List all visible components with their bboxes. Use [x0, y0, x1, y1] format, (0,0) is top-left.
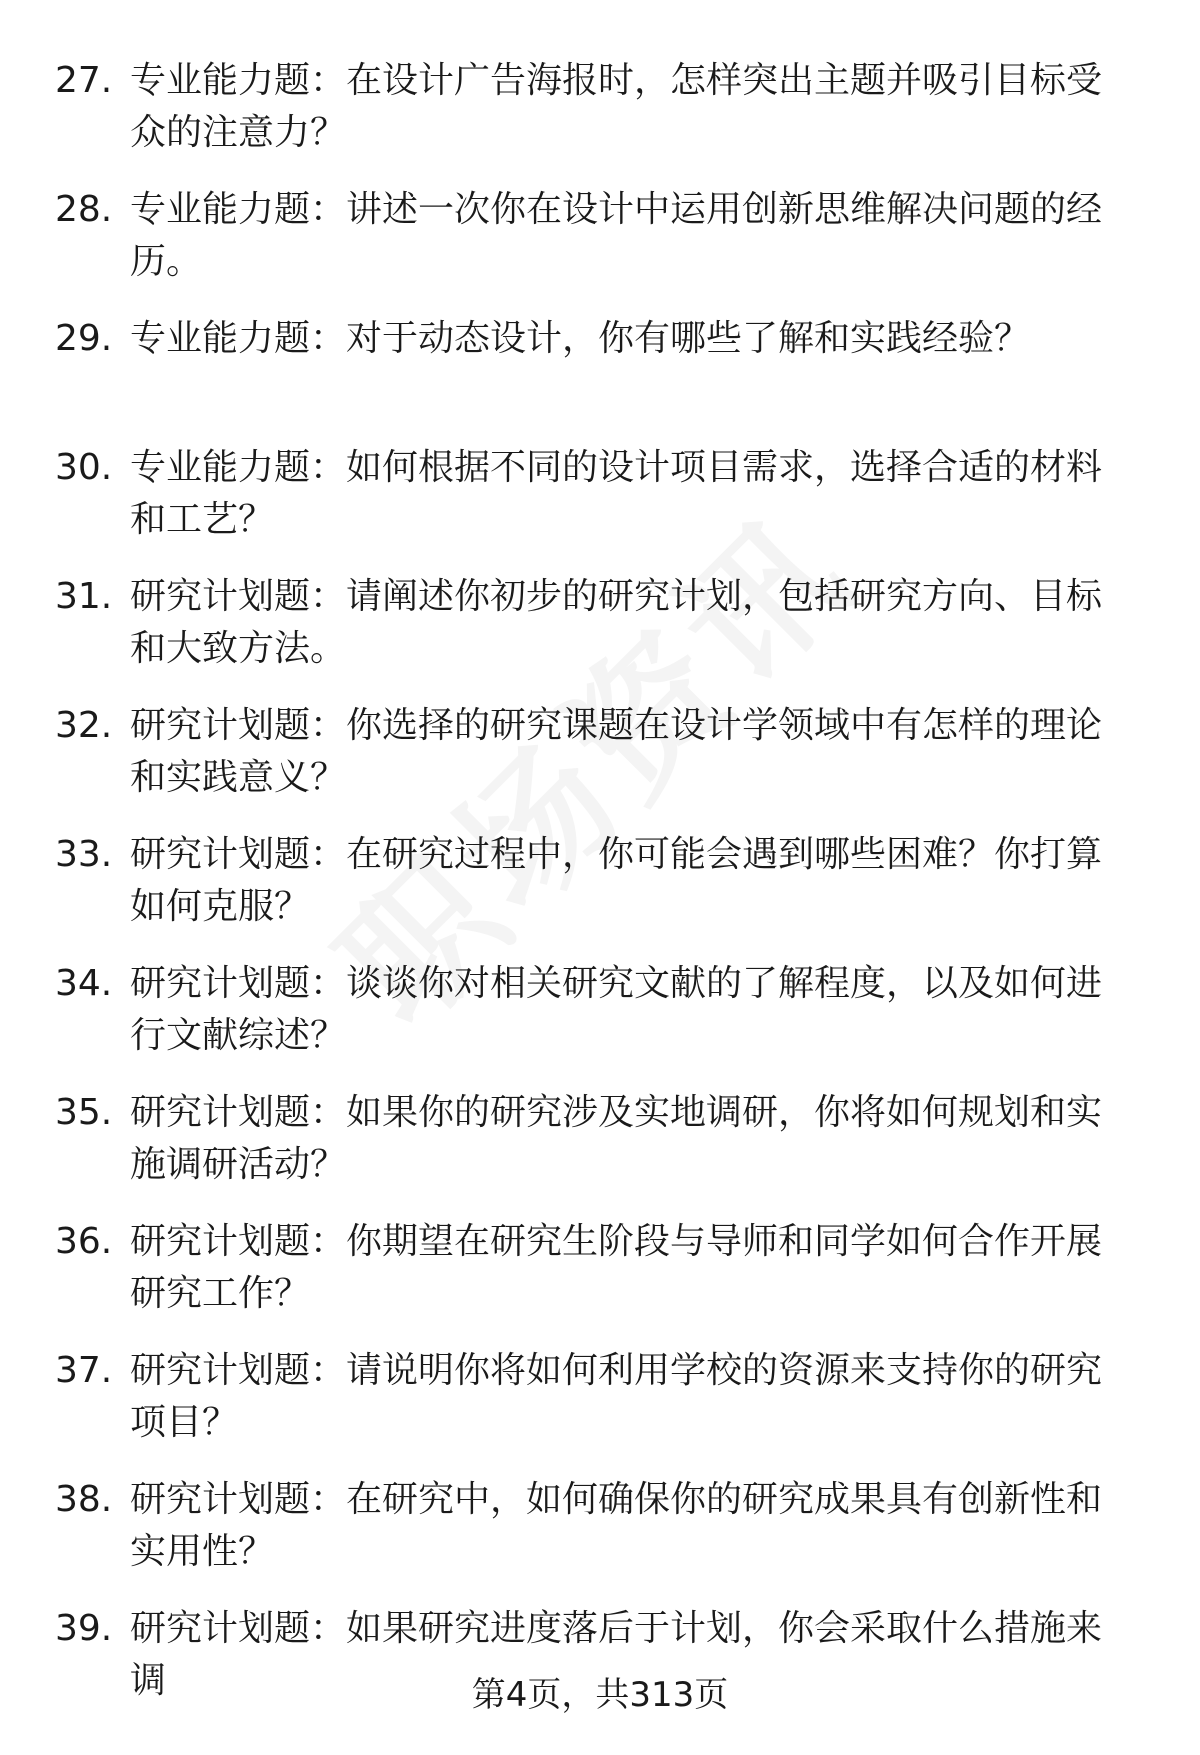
question-number: 39. [55, 1608, 113, 1649]
question-number: 35. [55, 1092, 113, 1133]
question-text: 研究计划题：谈谈你对相关研究文献的了解程度，以及如何进行文献综述？ [130, 963, 1103, 1056]
question-item [0, 700, 1200, 829]
question-number: 34. [55, 963, 113, 1004]
question-text: 研究计划题：如果研究进度落后于计划，你会采取什么措施来调 [130, 1608, 1103, 1701]
question-text: 研究计划题：请说明你将如何利用学校的资源来支持你的研究项目？ [130, 1350, 1103, 1443]
question-number: 30. [55, 447, 113, 488]
question-text: 专业能力题：如何根据不同的设计项目需求，选择合适的材料和工艺？ [130, 447, 1103, 540]
question-item [0, 184, 1200, 313]
question-number: 33. [55, 834, 113, 875]
question-list [0, 55, 1200, 1732]
question-text: 研究计划题：你选择的研究课题在设计学领域中有怎样的理论和实践意义？ [130, 705, 1103, 798]
question-item [0, 829, 1200, 958]
question-item [0, 1087, 1200, 1216]
question-number: 27. [55, 60, 113, 101]
question-text: 研究计划题：如果你的研究涉及实地调研，你将如何规划和实施调研活动？ [130, 1092, 1103, 1185]
question-number: 28. [55, 189, 113, 230]
question-text: 研究计划题：在研究中，如何确保你的研究成果具有创新性和实用性？ [130, 1479, 1103, 1572]
question-text: 专业能力题：讲述一次你在设计中运用创新思维解决问题的经历。 [130, 189, 1103, 282]
question-item [0, 958, 1200, 1087]
question-item [0, 313, 1200, 442]
question-text: 研究计划题：在研究过程中，你可能会遇到哪些困难？你打算如何克服？ [130, 834, 1103, 927]
page-number-footer: 第4页，共313页 [471, 1675, 729, 1715]
question-number: 31. [55, 576, 113, 617]
question-item [0, 55, 1200, 184]
question-item [0, 571, 1200, 700]
question-number: 36. [55, 1221, 113, 1262]
question-text: 研究计划题：请阐述你初步的研究计划，包括研究方向、目标和大致方法。 [130, 576, 1103, 669]
question-text: 专业能力题：在设计广告海报时，怎样突出主题并吸引目标受众的注意力？ [130, 60, 1103, 153]
question-number: 32. [55, 705, 113, 746]
question-item [0, 1474, 1200, 1603]
question-item [0, 1345, 1200, 1474]
question-text: 研究计划题：你期望在研究生阶段与导师和同学如何合作开展研究工作？ [130, 1221, 1103, 1314]
question-text: 专业能力题：对于动态设计，你有哪些了解和实践经验？ [130, 318, 1031, 359]
question-number: 37. [55, 1350, 113, 1391]
question-number: 29. [55, 318, 113, 359]
question-item [0, 442, 1200, 571]
question-item [0, 1216, 1200, 1345]
question-number: 38. [55, 1479, 113, 1520]
